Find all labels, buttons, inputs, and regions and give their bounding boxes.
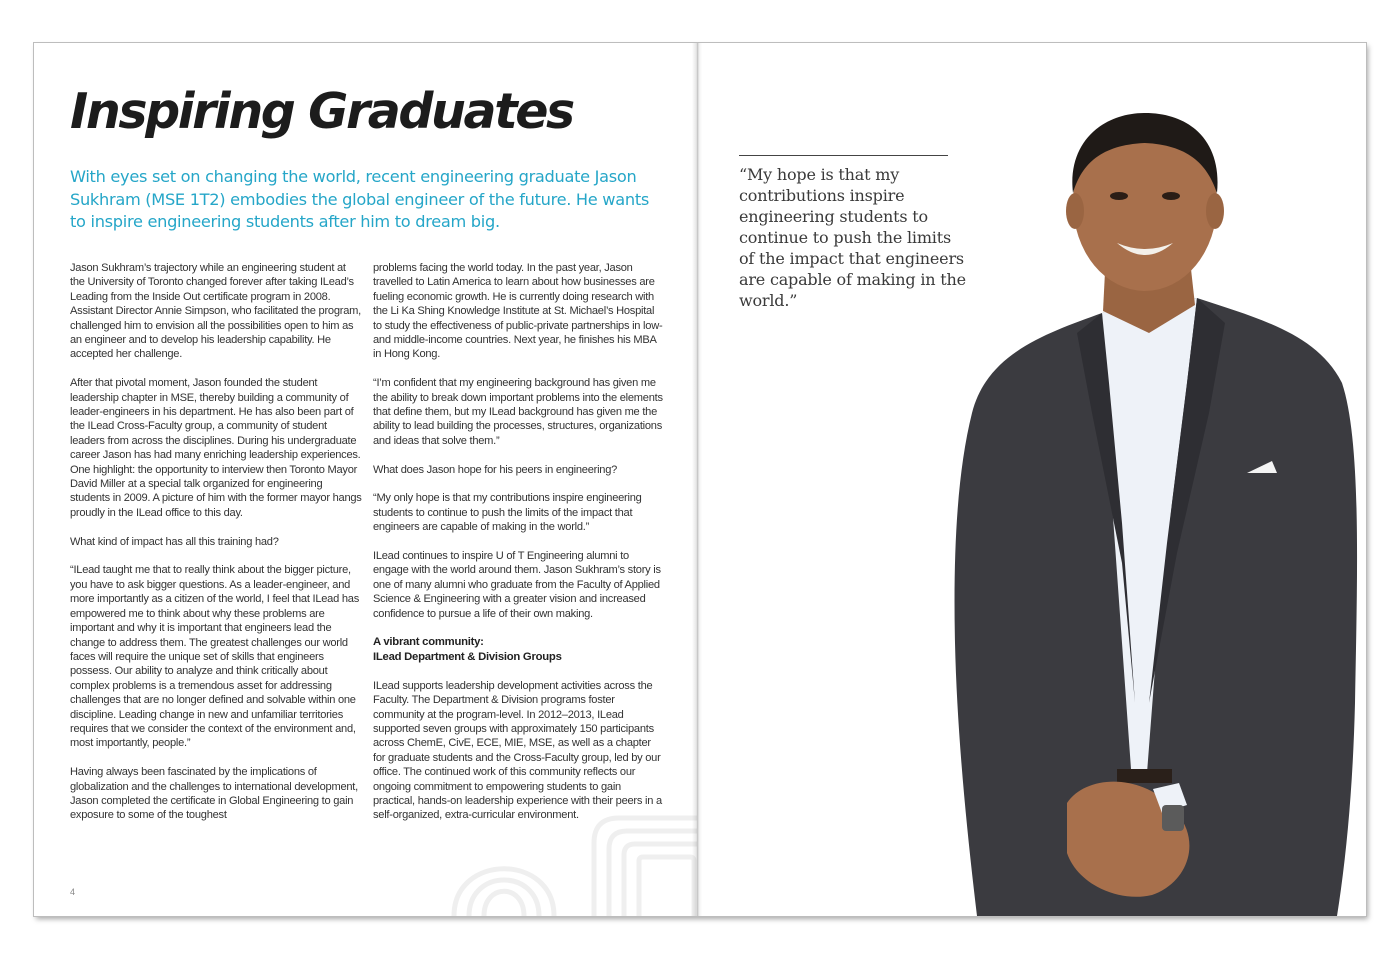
article-title: Inspiring Graduates	[70, 83, 573, 140]
body-paragraph: “ILead taught me that to really think about the bigger picture, you have to ask bigger questions. As a leader-engineer, and more importantly as a citizen of the world, I feel that ILead has empowered me to think about why these problems are important and why it is important that engineers lead the change to address them. The greatest challenges our world faces will require the unique set of skills that engineers possess. Our ability to analyze and think critically about complex problems is a tremendous asset for addressing challenges that are no longer defined and solvable within one discipline. Leading change in new and unfamiliar territories requires that we consider the context of the environment and, most importantly, people.”	[70, 564, 359, 750]
text-column-2	[373, 261, 665, 837]
subhead-line-2: ILead Department & Division Groups	[373, 650, 562, 663]
right-page	[697, 43, 1366, 916]
portrait-photo	[917, 83, 1366, 916]
section-subhead	[373, 635, 665, 664]
watch	[1162, 805, 1184, 831]
left-ear	[1066, 193, 1084, 229]
body-paragraph: What kind of impact has all this training had?	[70, 535, 279, 548]
left-eye	[1110, 192, 1128, 200]
body-paragraph: “My only hope is that my contributions inspire engineering students to continue to push the limits of the impact that engineers are capable of making in the world.”	[373, 492, 642, 534]
right-eye	[1162, 192, 1180, 200]
left-page	[34, 43, 697, 916]
magazine-spread	[34, 43, 1366, 916]
body-paragraph: problems facing the world today. In the past year, Jason travelled to Latin America to learn about how businesses are fueling economic growth. He is currently doing research with the Li Ka Shing Knowledge Institute at St. Michael’s Hospital to study the effectiveness of public-private partnerships in low- and middle-income countries. Next year, he finishes his MBA in Hong Kong.	[373, 262, 663, 361]
body-paragraph: Having always been fascinated by the implications of globalization and the challenges to international development, Jason completed the certificate in Global Engineering to gain exposure to some of the toughest	[70, 766, 358, 822]
belt	[1117, 769, 1172, 783]
page-gutter	[692, 43, 702, 916]
body-paragraph: After that pivotal moment, Jason founded the student leadership chapter in MSE, thereby building a community of leader-engineers in his department. He has also been part of the ILead Cross-Faculty group, a community of student leaders from across the disciplines. During his undergraduate career Jason has had many enriching leadership experiences. One highlight: the opportunity to interview then Toronto Mayor David Miller at a special talk organized for engineering students in 2009. A picture of him with the former mayor hangs proudly in the ILead office to this day.	[70, 377, 362, 519]
pull-quote: “My hope is that my contributions inspire engineering students to continue to push the limits of the impact that engineers are capable of making in the world.”	[739, 165, 966, 310]
right-ear	[1206, 193, 1224, 229]
body-paragraph: ILead continues to inspire U of T Engineering alumni to engage with the world around them. Jason Sukhram’s story is one of many alumni who graduate from the Faculty of Applied Science & Engineering with a greater vision and increased confidence to pursue a life of their own making.	[373, 550, 661, 620]
body-paragraph: Jason Sukhram’s trajectory while an engineering student at the University of Toronto changed forever after taking ILead’s Leading from the Inside Out certificate program in 2008. Assistant Director Annie Simpson, who facilitated the program, challenged him to envision all the possibilities open to him as an engineer and to develop his leadership capability. He accepted her challenge.	[70, 262, 361, 361]
lead-paragraph: With eyes set on changing the world, recent engineering graduate Jason Sukhram (MSE 1T2) embodies the global engineer of the future. He wants to inspire engineering students after him to dream big.	[70, 167, 649, 231]
subhead-line-1: A vibrant community:	[373, 636, 484, 649]
text-column-1	[70, 261, 362, 837]
body-paragraph: ILead supports leadership development activities across the Faculty. The Department & Division programs foster community at the program-level. In 2012–2013, ILead supported seven groups with approximately 150 participants across ChemE, CivE, ECE, MIE, MSE, as well as a chapter for graduate students and the Cross-Faculty group, led by our office. The continued work of this community reflects our ongoing commitment to empowering students to gain practical, hands-on leadership experience with their peers in a self-organized, extra-curricular environment.	[373, 679, 662, 822]
body-paragraph: “I’m confident that my engineering background has given me the ability to break down important problems into the elements that define them, but my ILead background has given me the ability to lead building the processes, structures, organizations and ideas that solve them.”	[373, 377, 663, 447]
page-number: 4	[70, 887, 76, 897]
body-paragraph: What does Jason hope for his peers in engineering?	[373, 463, 618, 476]
